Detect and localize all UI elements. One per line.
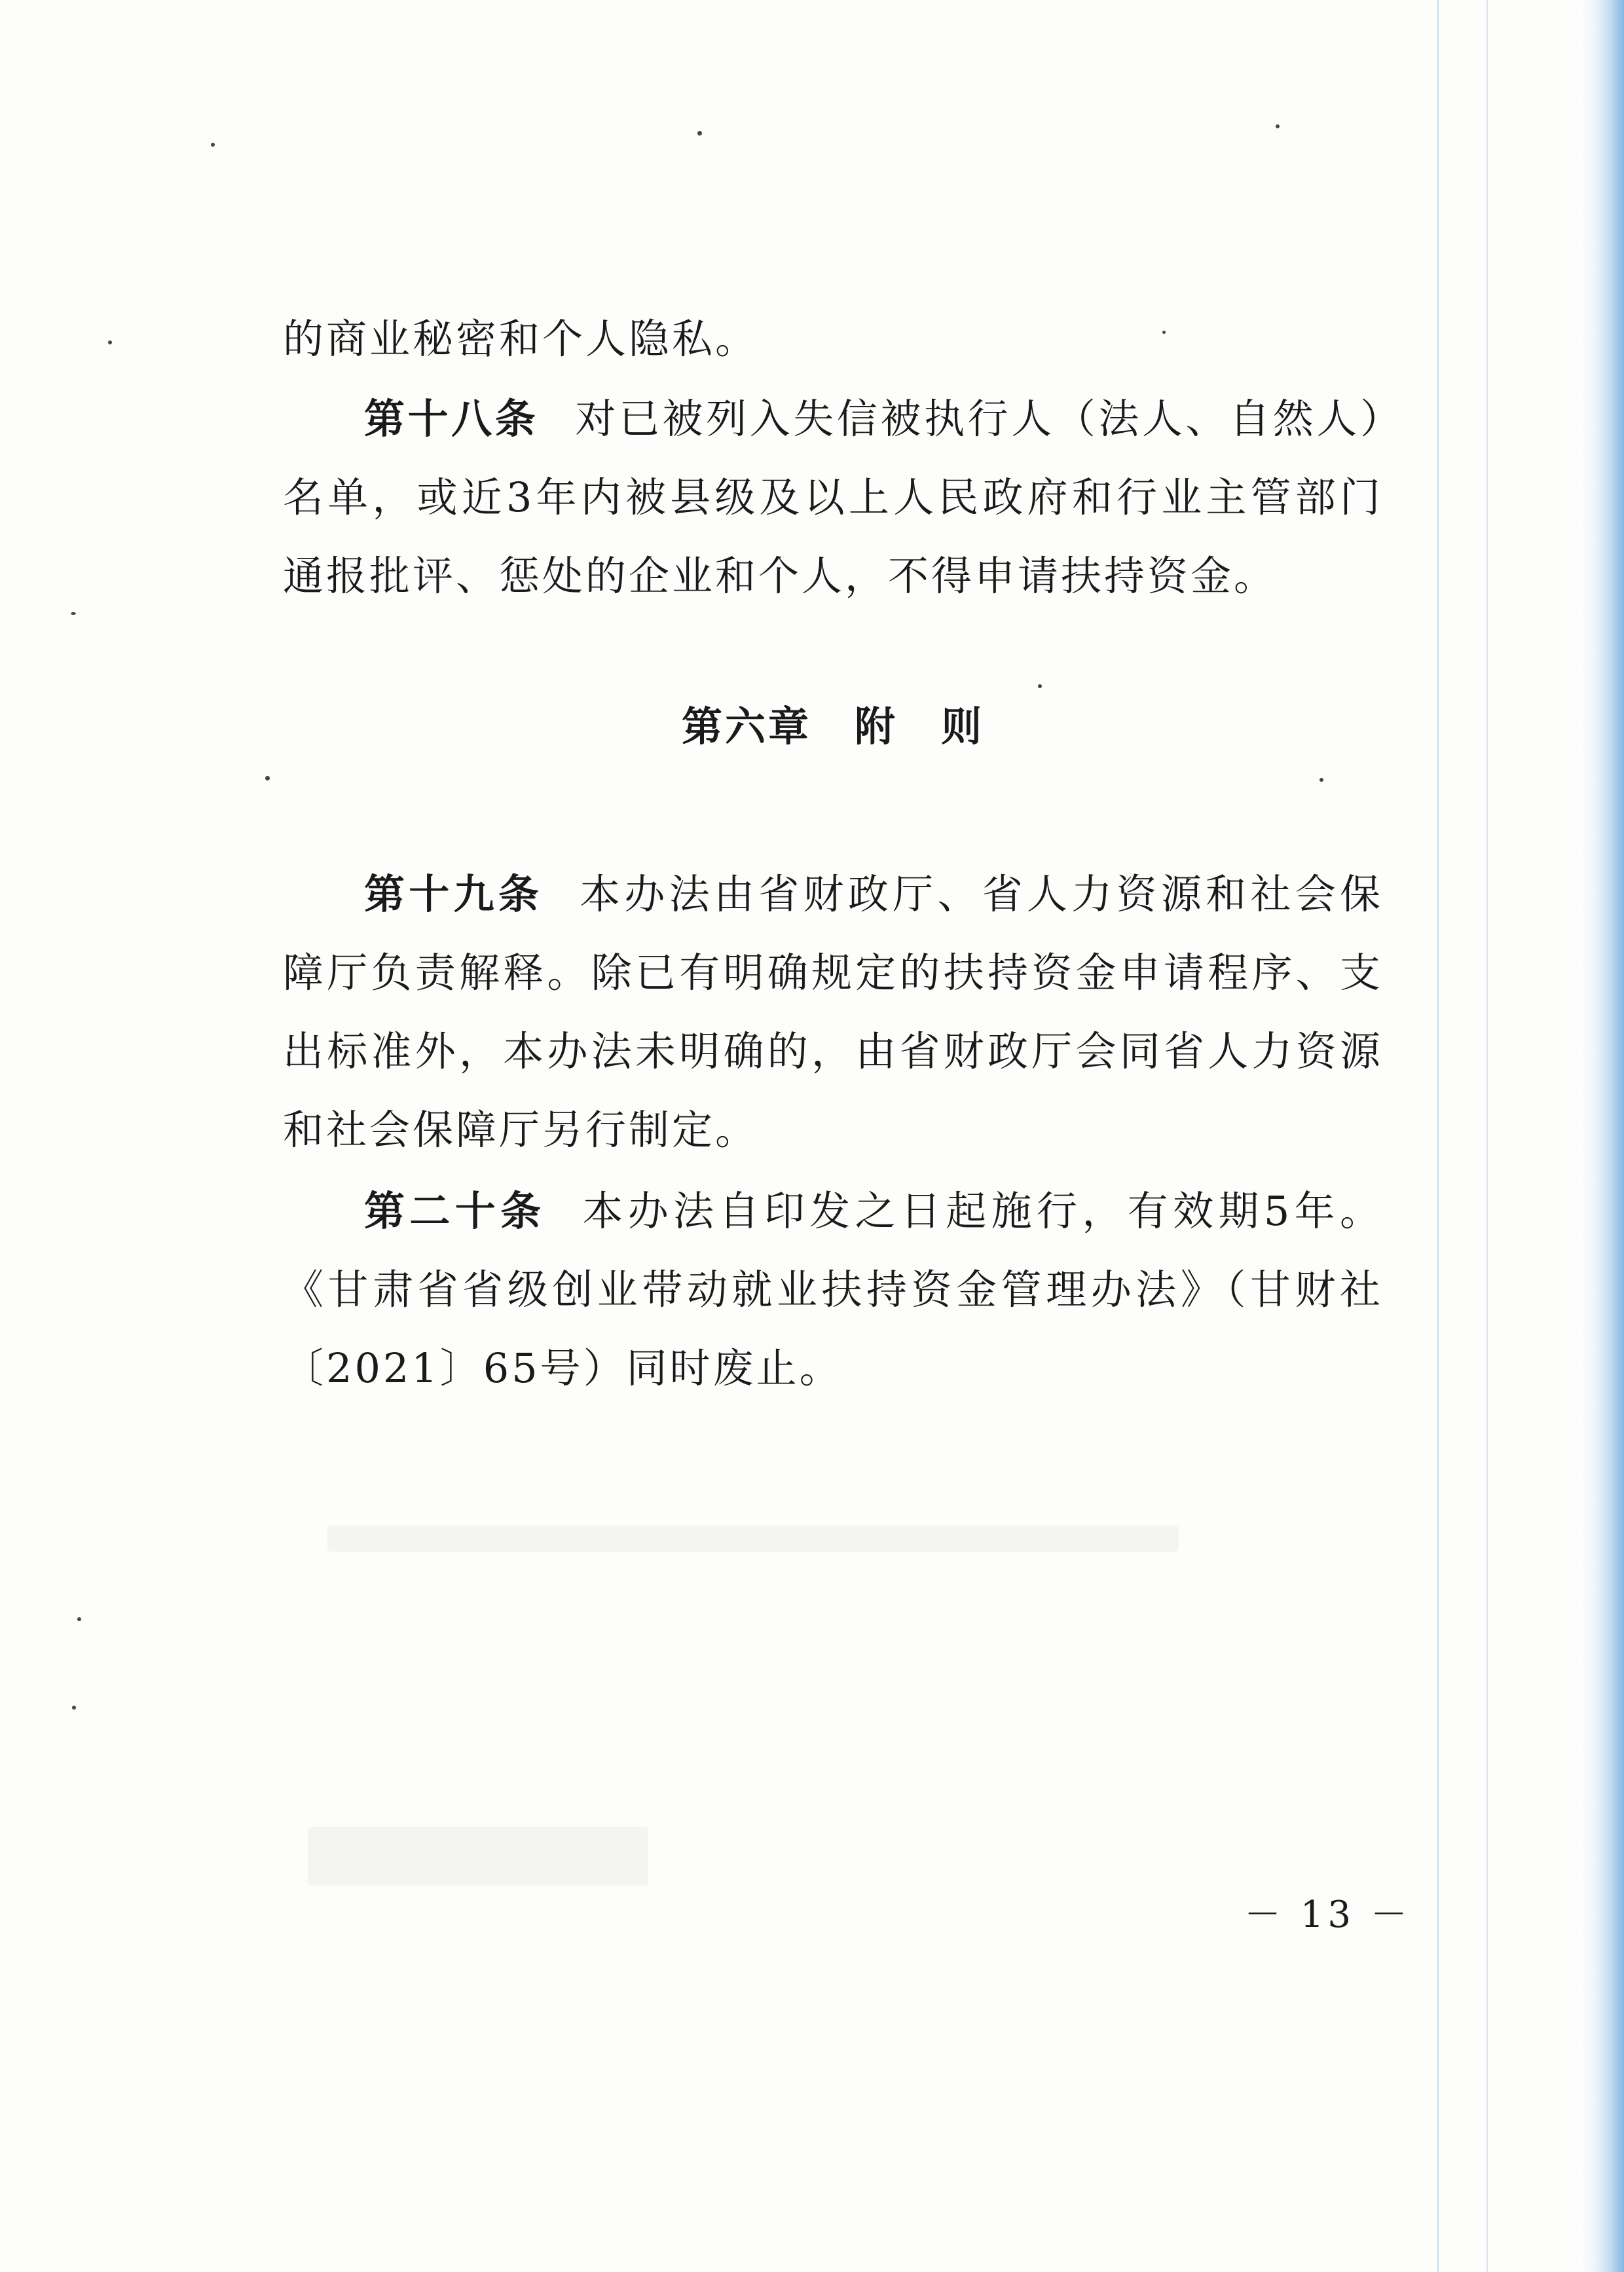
show-through-smudge [308, 1827, 648, 1886]
scan-speck [77, 1617, 81, 1621]
article-text: 对已被列入失信被执行人（法人、自然人）名单，或近3年内被县级及以上人民政府和行业主管部门通报批评、惩处的企业和个人，不得申请扶持资金。 [283, 395, 1383, 600]
article-18 [283, 380, 1383, 615]
scan-speck [1162, 331, 1166, 334]
chapter-title: 第六章 附 则 [681, 703, 984, 750]
scan-edge [1578, 0, 1624, 2272]
scan-speck [108, 340, 112, 344]
scan-artifact-line [1486, 0, 1488, 2272]
article-19 [283, 855, 1383, 1169]
show-through-smudge [327, 1526, 1179, 1552]
article-number: 第二十条 [364, 1187, 546, 1235]
scan-speck [1276, 124, 1280, 128]
scan-speck [211, 143, 215, 147]
scan-speck [265, 776, 270, 780]
article-text: 本办法自印发之日起施行，有效期5年。《甘肃省省级创业带动就业扶持资金管理办法》（甘财社〔2021〕65号）同时废止。 [283, 1187, 1383, 1392]
scan-speck [1320, 778, 1323, 782]
article-text: 本办法由省财政厅、省人力资源和社会保障厅负责解释。除已有明确规定的扶持资金申请程序、支出标准外，本办法未明确的，由省财政厅会同省人力资源和社会保障厅另行制定。 [283, 870, 1383, 1154]
scan-artifact-line [1437, 0, 1439, 2272]
paragraph-text: 的商业秘密和个人隐私。 [283, 315, 759, 363]
page-number: － 13 － [1244, 1894, 1411, 1936]
article-20 [283, 1172, 1383, 1408]
scan-speck [1038, 684, 1042, 688]
article-number: 第十八条 [364, 395, 539, 443]
scan-speck [71, 612, 76, 615]
scan-speck [72, 1706, 76, 1710]
paragraph-continuation [283, 300, 1383, 378]
scan-speck [697, 131, 702, 136]
article-number: 第十九条 [364, 870, 544, 918]
